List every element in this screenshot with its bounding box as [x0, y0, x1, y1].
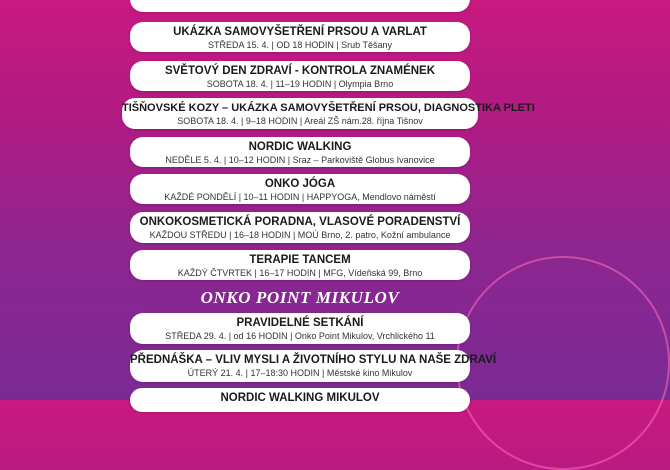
event-card-hochtief: [130, 0, 470, 12]
event-title: TIŠŇOVSKÉ KOZY – UKÁZKA SAMOVYŠETŘENÍ PRSOU, DIAGNOSTIKA PLETI: [122, 102, 535, 114]
event-card-nordic-walking-mikulov: [130, 388, 470, 412]
event-detail: NEDĚLE 5. 4. | 10–12 HODIN | Sraz – Parkoviště Globus Ivanovice: [165, 155, 435, 165]
event-card-onkokosmeticka-poradna: [130, 212, 470, 243]
event-title: ONKOKOSMETICKÁ PORADNA, VLASOVÉ PORADENSTVÍ: [139, 216, 461, 228]
event-detail: STŘEDA 15. 4. | OD 18 HODIN | Srub Těšany: [207, 40, 393, 50]
event-title: PŘEDNÁŠKA – VLIV MYSLI A ŽIVOTNÍHO STYLU NA NAŠE ZDRAVÍ: [130, 354, 497, 366]
event-card-tisnovske-kozy: [122, 98, 535, 129]
event-card-samovysetreni: [130, 22, 470, 52]
event-card-pravidelne-setkani: [130, 313, 470, 344]
event-detail: KAŽDÉ PONDĚLÍ | 10–11 HODIN | HAPPYOGA, Mendlovo náměstí: [164, 192, 436, 202]
event-title: NORDIC WALKING MIKULOV: [220, 392, 380, 404]
event-detail: KAŽDÝ ČTVRTEK | 16–17 HODIN | MFG, Vídeňská 99, Brno: [177, 268, 423, 278]
event-title: SVĚTOVÝ DEN ZDRAVÍ - KONTROLA ZNAMÉNEK: [164, 65, 436, 77]
section-title-onko-point-mikulov: ONKO POINT MIKULOV: [200, 288, 400, 307]
event-title: PRAVIDELNÉ SETKÁNÍ: [236, 317, 364, 329]
event-detail: KAŽDOU STŘEDU | 16–18 HODIN | MOÚ Brno, 2. patro, Kožní ambulance: [149, 230, 451, 240]
event-card-terapie-tancem: [130, 250, 470, 280]
event-card-onko-joga: [130, 174, 470, 204]
event-detail: SOBOTA 18. 4. | 11–19 HODIN | Olympia Brno: [206, 79, 394, 89]
event-detail: ÚTERÝ 21. 4. | 17–18:30 HODIN | Městské kino Mikulov: [187, 368, 413, 378]
event-title: NORDIC WALKING: [248, 141, 352, 153]
event-card-prednaska: [130, 350, 497, 382]
event-detail: SOBOTA 18. 4. | 9–18 HODIN | Areál ZŠ nám.28. října Tišnov: [177, 116, 423, 126]
event-title: ONKO JÓGA: [264, 178, 336, 190]
event-card-nordic-walking: [130, 137, 470, 167]
event-title: UKÁZKA SAMOVYŠETŘENÍ PRSOU A VARLAT: [173, 26, 427, 38]
event-card-svetovy-den-zdravi: [130, 61, 470, 91]
event-title: TERAPIE TANCEM: [249, 254, 351, 266]
event-detail: STŘEDA 29. 4. | od 16 HODIN | Onko Point Mikulov, Vrchlického 11: [165, 331, 435, 341]
